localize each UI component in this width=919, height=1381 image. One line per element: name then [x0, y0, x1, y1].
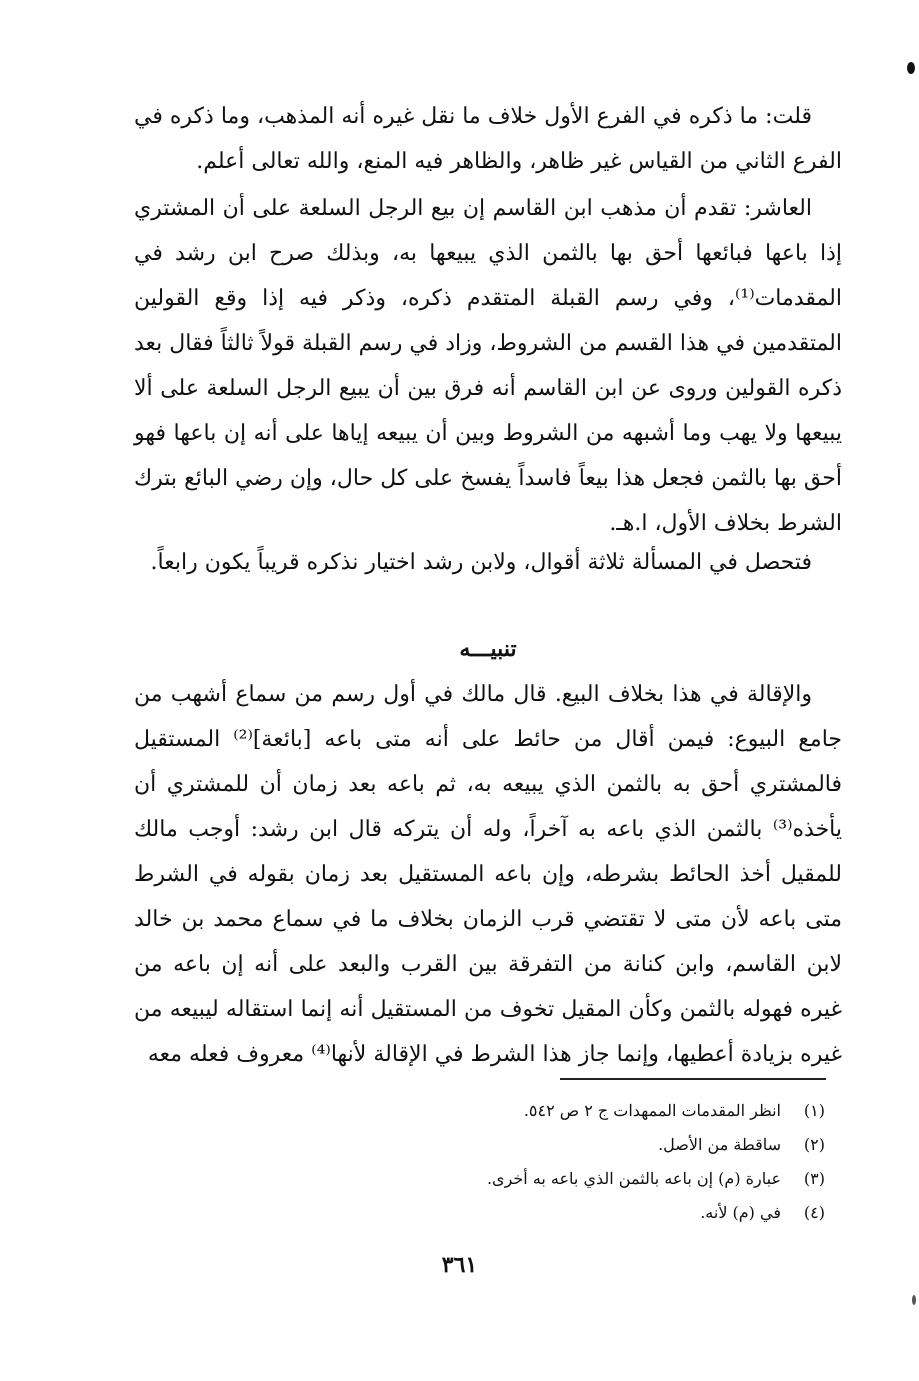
- footnote-item: [225, 1128, 825, 1162]
- scan-mark: [907, 62, 915, 74]
- paragraph-note: قلت: ما ذكره في الفرع الأول خلاف ما نقل غيره أنه المذهب، وما ذكره في الفرع الثاني من القياس غير ظاهر، والظاهر فيه المنع، والله تعالى أعلم.: [134, 104, 842, 174]
- footnote-text: ساقطة من الأصل.: [658, 1135, 781, 1154]
- footnote-item: [225, 1162, 825, 1196]
- footnote-number: (٣): [803, 1169, 825, 1188]
- paragraph-tenth: العاشر: تقدم أن مذهب ابن القاسم إن بيع الرجل السلعة على أن المشتري إذا باعها فبائعها أحق بها بالثمن الذي يبيعها به، وبذلك صرح ابن رشد في المقدمات⁽¹⁾، وفي رسم القبلة المتقدم ذكره، وذكر فيه إذا وقع القولين المتقدمين في هذا القسم من الشروط، وزاد في رسم القبلة قولاً ثالثاً فقال بعد ذكره القولين وروى عن ابن القاسم أنه فرق بين أن يبيع الرجل السلعة على ألا يبيعها ولا يهب وما أشبهه من الشروط وبين أن يبيعه إياها على أنه إن باعها فهو أحق بها بالثمن فجعل هذا بيعاً فاسداً يفسخ على كل حال، وإن رضي البائع بترك الشرط بخلاف الأول، ا.هـ.: [134, 196, 842, 536]
- footnote-item: [225, 1094, 825, 1128]
- footnote-number: (٢): [803, 1135, 825, 1154]
- footnote-divider: [560, 1078, 826, 1080]
- footnote-number: (٤): [803, 1203, 825, 1222]
- paragraph-conclusion: فتحصل في المسألة ثلاثة أقوال، ولابن رشد اختيار نذكره قريباً يكون رابعاً.: [150, 550, 812, 575]
- footnote-text: عبارة (م) إن باعه بالثمن الذي باعه به أخرى.: [486, 1169, 781, 1188]
- section-heading: تنبيـــه: [459, 636, 517, 662]
- paragraph-iqala: والإقالة في هذا بخلاف البيع. قال مالك في أول رسم من سماع أشهب من جامع البيوع: فيمن أقال من حائط على أنه متى باعه [بائعة]⁽²⁾ المستقيل فالمشتري أحق به بالثمن الذي يبيعه به، ثم باعه بعد زمان أن للمشتري أن يأخذه⁽³⁾ بالثمن الذي باعه به آخراً، وله أن يتركه قال ابن رشد: أوجب مالك للمقيل أخذ الحائط بشرطه، وإن باعه المستقيل بعد زمان بقوله في الشرط متى باعه لأن متى لا تقتضي قرب الزمان بخلاف ما في سماع محمد بن خالد لابن القاسم، وابن كنانة من التفرقة بين القرب والبعد على أنه إن باعه من غيره فهوله بالثمن وكأن المقيل تخوف من المستقيل أنه إنما استقاله ليبيعه من غيره بزيادة أعطيها، وإنما جاز هذا الشرط في الإقالة لأنها⁽⁴⁾ معروف فعله معه: [134, 682, 842, 1067]
- footnote-text: في (م) لأنه.: [700, 1203, 781, 1222]
- scan-mark: [912, 1295, 916, 1305]
- footnote-item: [225, 1196, 825, 1230]
- page-number: ٣٦١: [441, 1252, 478, 1278]
- footnote-number: (١): [803, 1101, 825, 1120]
- footnote-text: انظر المقدمات الممهدات ج ٢ ص ٥٤٢.: [523, 1101, 781, 1120]
- footnotes: [225, 1094, 825, 1230]
